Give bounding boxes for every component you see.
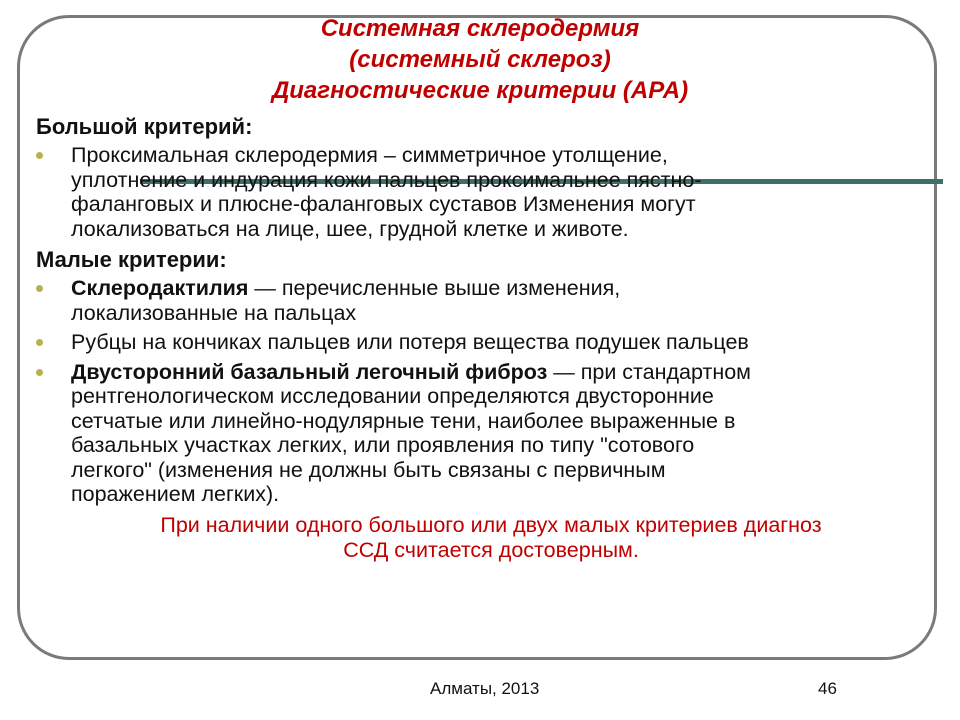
slide-title [100, 13, 860, 106]
bullet-icon [36, 369, 43, 376]
criterion-description: — при стандартном [547, 359, 751, 384]
conclusion-line-2: ССД считается достоверным. [343, 537, 639, 562]
minor-criteria-heading: Малые критерии: [36, 247, 227, 272]
bullet-icon [36, 285, 43, 292]
bullet-text-line: локализованные на пальцах [71, 300, 357, 325]
major-criterion-item [36, 143, 916, 241]
slide-content [36, 113, 916, 563]
title-line-1: Системная склеродермия [320, 15, 640, 42]
title-line-2: (системный склероз) [349, 46, 611, 73]
bullet-text-line [71, 360, 916, 385]
bullet-text-line: рентгенологическом исследовании определяются двусторонние [71, 384, 714, 408]
bullet-text-line: фаланговых и плюсне-фаланговых суставов Изменения могут [71, 192, 696, 216]
minor-criterion-item [36, 360, 916, 507]
bullet-text-line: сетчатые или линейно-нодулярные тени, наиболее выраженные в [71, 408, 736, 433]
major-criterion-heading: Большой критерий: [36, 114, 253, 139]
minor-criterion-item [36, 276, 916, 325]
bullet-text-line: поражением легких). [71, 482, 280, 506]
diagnosis-conclusion [36, 513, 916, 563]
criterion-description: — перечисленные выше изменения, [248, 276, 621, 300]
footer-city-year: Алматы, 2013 [430, 679, 540, 698]
criterion-term: Склеродактилия [71, 276, 249, 300]
bullet-text-line: локализоваться на лице, шее, грудной клетке и животе. [71, 216, 629, 241]
footer-page-number: 46 [818, 679, 837, 698]
bullet-text-line: уплотнение и индурация кожи пальцев проксимальнее пястно- [71, 167, 702, 192]
minor-criterion-item [36, 330, 916, 355]
title-line-3: Диагностические критерии (АРА) [271, 77, 689, 104]
bullet-text-line [71, 276, 916, 301]
bullet-text-line: Проксимальная склеродермия – симметричное утолщение, [71, 143, 668, 167]
criterion-term: Двусторонний базальный легочный фиброз [71, 359, 548, 384]
bullet-text-line: Рубцы на кончиках пальцев или потеря вещества подушек пальцев [71, 330, 749, 354]
bullet-icon [36, 339, 43, 346]
bullet-icon [36, 152, 43, 159]
bullet-text-line: легкого" (изменения не должны быть связаны с первичным [71, 457, 666, 482]
conclusion-line-1: При наличии одного большого или двух малых критериев диагноз [160, 512, 822, 537]
bullet-text-line: базальных участках легких, или проявления по типу "сотового [71, 433, 695, 457]
